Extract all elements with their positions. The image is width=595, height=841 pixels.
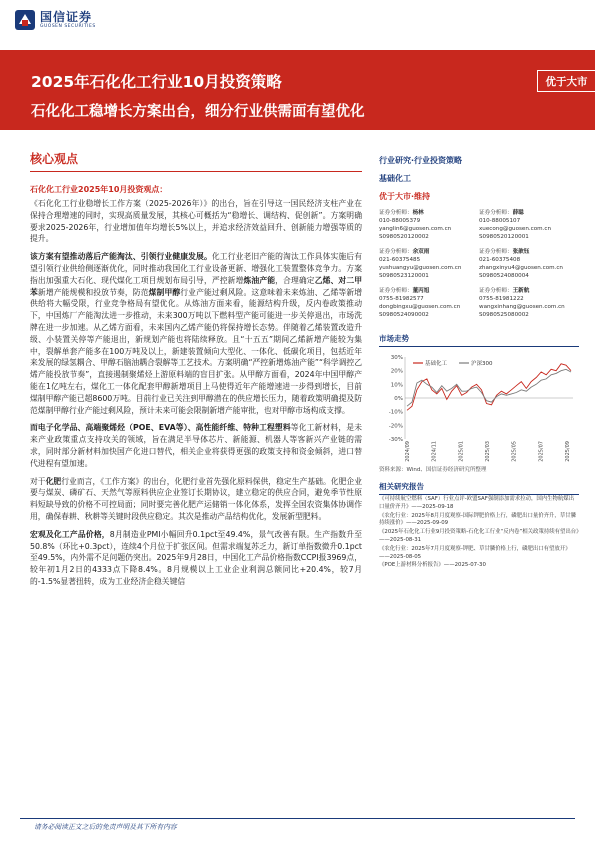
rating-badge: 优于大市 xyxy=(537,70,595,92)
investment-view-subheading: 石化化工行业2025年10月投资观点： xyxy=(30,185,168,194)
body-text: 行业而言，《工作方案》的出台，化肥行业首先强化原料保供，稳定生产基础。化肥企业要与煤炭、磷矿石、天然气等原料供应企业签订长期协议，建立稳定的供应合同，避免季节性原料短缺导致的价格不可控局面；同时要完善化肥产运储销一体化体系，发挥全国农资集体协调作用，确保春耕、秋耕等关键时段供应稳定。其次是推动产品结构优化，发展新型肥料。 xyxy=(30,476,362,521)
analyst-phone: 0755-81982577 xyxy=(379,296,424,302)
analyst-email[interactable]: zhangxinyu4@guosen.com.cn xyxy=(479,265,563,271)
analyst-cert: S0980524080004 xyxy=(479,273,529,279)
emphasis-text: 而电子化学品、高端聚烯烃（POE、EVA等）、高性能纤维、特种工程塑料 xyxy=(30,423,291,433)
analyst-email[interactable]: wangxinhang@guosen.com.cn xyxy=(479,304,565,310)
brand-name-en: GUOSEN SECURITIES xyxy=(40,24,96,29)
analyst-role: 证券分析师： xyxy=(479,288,513,294)
emphasis-text: 乙烯、对二甲苯 xyxy=(30,275,363,297)
analyst-phone: 010-88005379 xyxy=(379,218,421,224)
sidebar xyxy=(379,155,579,570)
y-tick-label: 10% xyxy=(390,382,403,389)
core-view-section xyxy=(30,150,362,588)
x-tick-label: 2024/11 xyxy=(431,441,438,462)
x-tick-label: 2025/01 xyxy=(458,441,465,462)
emphasis-text: 该方案有望推动落后产能淘汰、引领行业健康发展。 xyxy=(30,252,212,262)
body-text: ，合理确定 xyxy=(275,275,315,285)
industry-name: 基础化工 xyxy=(379,174,411,183)
analyst-cert: S0980523120001 xyxy=(379,273,429,279)
analyst-cert: S0980525080002 xyxy=(479,312,529,318)
title-banner xyxy=(0,50,595,130)
footer-divider xyxy=(20,818,575,819)
chart-divider xyxy=(379,346,579,347)
emphasis-text: 化肥 xyxy=(45,476,62,486)
chart-source: 资料来源：Wind、国信证券经济研究所整理 xyxy=(379,467,487,473)
core-view-heading: 核心观点 xyxy=(30,152,79,166)
x-tick-label: 2025/07 xyxy=(538,441,545,462)
related-report-item[interactable]: 《可持续航空燃料（SAF）行业点评-欧盟SAF强制添加需求拉动，国内生物航煤出口量价齐升》——2025-09-18 xyxy=(379,496,575,510)
analyst-name: 薛聪 xyxy=(512,210,524,216)
x-tick-label: 2025/09 xyxy=(565,441,571,462)
core-view-body xyxy=(30,198,362,588)
body-text: 《石化化工行业稳增长工作方案（2025-2026年）》的出台，旨在引导这一国民经济支柱产业在保持合理增速的同时，实现高质量发展，其核心可概括为“稳增长、调结构、促创新”。方案明确要求2025-2026年，行业增加值年均增长5%以上，并追求经济效益回升、创新能力增强等质的提升。 xyxy=(30,199,362,244)
y-tick-label: -20% xyxy=(388,423,403,430)
emphasis-text: 宏观及化工产品价格， xyxy=(30,529,110,539)
y-tick-label: 0% xyxy=(394,396,403,402)
brand-name-cn: 国信证券 xyxy=(40,10,93,24)
analyst-role: 证券分析师： xyxy=(479,210,513,216)
analyst-name: 杨林 xyxy=(412,210,424,216)
analyst-card xyxy=(479,248,579,280)
related-reports-list xyxy=(379,496,579,570)
analyst-phone: 010-88005107 xyxy=(479,218,521,224)
analyst-phone: 0755-81981222 xyxy=(479,296,524,302)
legend-label: 基础化工 xyxy=(425,361,448,367)
core-paragraph-4 xyxy=(30,476,362,523)
legend-label: 沪深300 xyxy=(471,361,493,367)
analyst-email[interactable]: yushuangyu@guosen.com.cn xyxy=(379,265,462,271)
brand-logo xyxy=(14,9,96,31)
analyst-role: 证券分析师： xyxy=(479,249,513,255)
analyst-phone: 021-60375485 xyxy=(379,257,421,263)
analyst-email[interactable]: dongbingxu@guosen.com.cn xyxy=(379,304,461,310)
analyst-name: 张歆钰 xyxy=(512,249,530,255)
body-text: 行业产能过剩风险。这意味着未来炼油、乙烯等新增供给将大幅受限，行业竞争格局有望优化。从炼油方面来看，能源结构升级，反内卷政策推动下，中国炼厂产能淘汰进一步推动，未来300万吨以下燃料型产能可能进一步关停退出，市场洗牌在进一步加速。从乙烯方面看，未来国内乙烯产能仍将保持增长态势。伴随着乙烯装置改造升级、小装置关停等产能退出，新规划产能也将陆续释放。且“十五五”期间乙烯新增产能较为集中，裂解单套产能多在100万吨及以上，新建装置倾向大型化、一体化、低碳化项目，包括近年来发展的绿氢耦合、甲醇石脑油耦合裂解等工艺技术。方案明确“严控新增炼油产能”“科学调控乙烯产能投放节奏”，直接遏制聚烯烃上游原料端的盲目扩张。从甲醇方面看，2024年中国甲醇产能在1亿吨左右，煤化工一体化配套甲醇新增项目上马使得近年产能增速进一步得到增长，目前煤制甲醇产能已超8600万吨。目前行业已关注到甲醇潜在的供应增长压力，随着政策明确提及防范煤制甲醇行业产能过剩风险，预计未来可能会限制新增产能审批，也对甲醇市场构成支撑。 xyxy=(30,287,363,415)
industry-rating: 优于大市·维持 xyxy=(379,192,431,201)
emphasis-text: 煤制甲醇 xyxy=(148,287,181,297)
related-report-item[interactable]: 《农化行业：2025年8月月度观察-国际钾肥价格上行，磷肥出口量价齐升，草甘膦持续涨价》——2025-09-09 xyxy=(379,512,576,527)
related-reports-divider xyxy=(379,494,579,495)
emphasis-text: 炼油产能 xyxy=(243,275,276,285)
related-report-item[interactable]: 《POE上游材料分析报告》——2025-07-30 xyxy=(379,562,486,569)
core-paragraph-1 xyxy=(30,198,362,245)
analyst-cert: S0980520120001 xyxy=(479,234,529,240)
body-text: 新增产能规模和投放节奏，防范 xyxy=(37,287,149,297)
x-tick-label: 2025/05 xyxy=(511,441,518,462)
analyst-list xyxy=(379,209,579,319)
y-tick-label: -10% xyxy=(388,409,403,416)
report-title: 2025年石化化工行业10月投资策略 xyxy=(31,73,282,91)
body-text: 8月制造业PMI小幅回升0.1pct至49.4%，景气改善有限。生产指数升至50.8%（环比+0.3pct），连续4个月位于扩张区间。但需求端复苏乏力，新订单指数微升0.1pct至49.5%，内外需不足问题仍突出。2025年9月28日，中国化工产品价格指数CCPI报3969点，较年初1月2日的4333点下降8.4%。8月规模以上工业企业利润总额同比+20.4%，较7月的-1.5%显著扭转，成为工业经济企稳关键信 xyxy=(30,529,363,586)
analyst-cert: S0980524090002 xyxy=(379,312,429,318)
core-paragraph-5 xyxy=(30,529,362,588)
report-subtitle: 石化化工稳增长方案出台，细分行业供需面有望优化 xyxy=(31,104,365,120)
body-text: 对于 xyxy=(30,476,46,486)
y-tick-label: -30% xyxy=(388,437,403,443)
analyst-role: 证券分析师： xyxy=(379,249,413,255)
analyst-email[interactable]: xuecong@guosen.com.cn xyxy=(479,226,552,232)
core-paragraph-3 xyxy=(30,422,362,469)
x-tick-label: 2024/09 xyxy=(405,441,411,462)
analyst-role: 证券分析师： xyxy=(379,210,413,216)
brand-mark-icon xyxy=(14,9,36,31)
chart-heading: 市场走势 xyxy=(379,334,409,343)
y-tick-label: 30% xyxy=(390,355,403,361)
body-text: 化工行业老旧产能的淘汰工作具体实施后有望引领行业供给侧逐渐优化，同时推动我国化工行业设备更新、增强化工装置整体竞争力。方案指出加强重大石化、现代煤化工项目规划布局引导，严控新增 xyxy=(30,252,363,285)
body-text: 等化工新材料，是未来产业政策重点支持攻关的领域，旨在满足半导体芯片、新能源、机器人等客新兴产业链的需求，同时部分新材料加快国产化进口替代，相关企业将获得更强的政策支持和资金倾斜，进口替代进程有望加速。 xyxy=(30,423,362,468)
x-tick-label: 2025/03 xyxy=(485,441,491,462)
analyst-name: 董丙旭 xyxy=(412,288,430,294)
analyst-card xyxy=(379,248,479,280)
related-report-item[interactable]: 《2025年石化化工行业9月投资策略-石化化工行业“反内卷”相关政策持续有望出台》——2025-08-31 xyxy=(379,529,579,543)
related-report-item[interactable]: 《农化行业：2025年7月月度观察-钾肥、草甘膦价格上行，磷肥出口有望放开》——2025-08-05 xyxy=(379,545,571,560)
market-trend-chart xyxy=(379,351,579,463)
analyst-name: 余双雨 xyxy=(412,249,430,255)
analyst-cert: S0980520120002 xyxy=(379,234,429,240)
analyst-card xyxy=(479,209,579,241)
analyst-card xyxy=(379,209,479,241)
related-reports-heading: 相关研究报告 xyxy=(379,482,424,491)
analyst-role: 证券分析师： xyxy=(379,288,413,294)
market-trend-chart-svg xyxy=(379,351,579,463)
analyst-name: 王新航 xyxy=(512,288,530,294)
report-category: 行业研究·行业投资策略 xyxy=(379,156,463,165)
analyst-card xyxy=(379,287,479,319)
analyst-card xyxy=(479,287,579,319)
core-paragraph-2 xyxy=(30,251,362,416)
analyst-email[interactable]: yanglin6@guosen.com.cn xyxy=(379,226,452,232)
analyst-phone: 021-60375408 xyxy=(479,257,521,263)
y-tick-label: 20% xyxy=(390,368,403,375)
core-view-divider xyxy=(30,171,362,172)
footer-disclaimer: 请务必阅读正文之后的免责声明及其下所有内容 xyxy=(34,823,177,831)
